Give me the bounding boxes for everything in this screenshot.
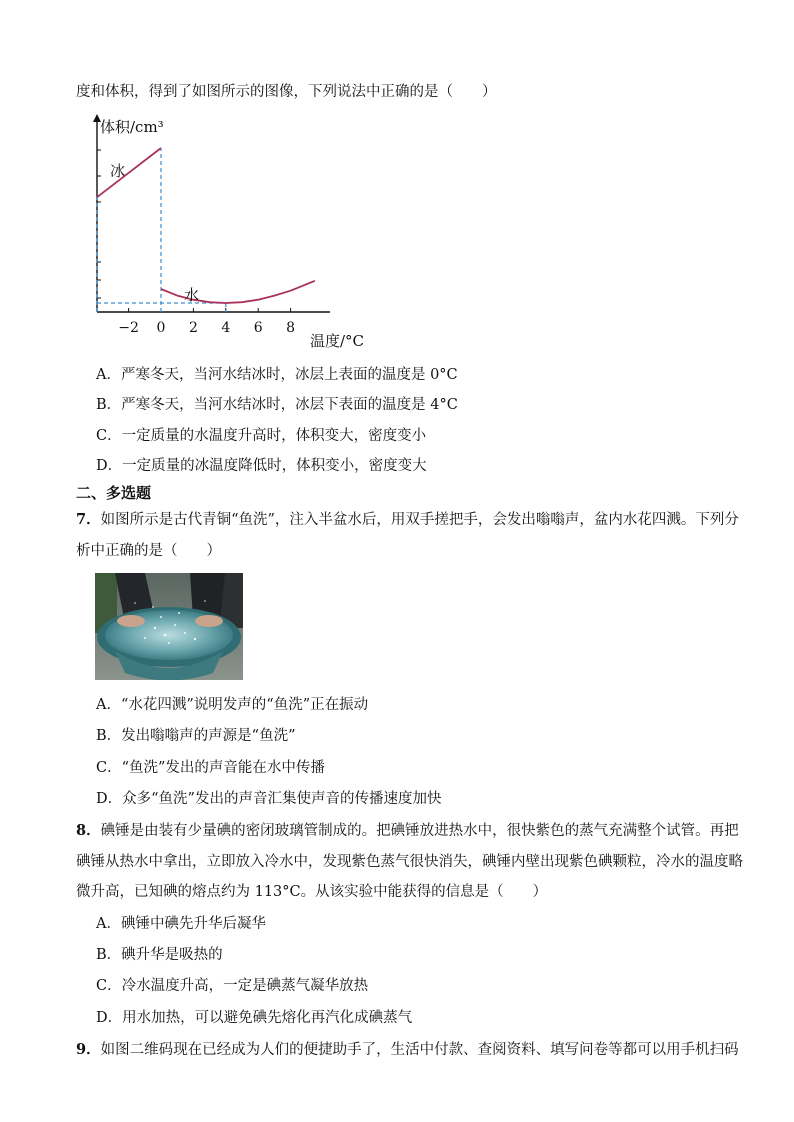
q9-stem-line1 [76, 1040, 739, 1060]
ice-water-volume-chart [80, 110, 380, 355]
q8-text-1: 碘锤是由装有少量碘的密闭玻璃管制成的。把碘锤放进热水中，很快紫色的蒸气充满整个试管。再把 [100, 823, 739, 839]
q8-stem-line3: 微升高，已知碘的熔点约为 113°C。从该实验中能获得的信息是（ ） [76, 884, 548, 900]
q7-number: 7． [76, 511, 101, 528]
x-tick-label-2: 2 [188, 320, 198, 336]
q8-stem-line2: 碘锤从热水中拿出，立即放入冷水中，发现紫色蒸气很快消失，碘锤内壁出现紫色碘颗粒，冷水的温度略 [76, 854, 743, 870]
q6-option-b[interactable]: B．严寒冬天，当河水结冰时，冰层下表面的温度是 4°C [96, 397, 458, 413]
q8-option-c[interactable]: C．冷水温度升高，一定是碘蒸气凝华放热 [96, 978, 369, 994]
q9-text-1: 如图二维码现在已经成为人们的便捷助手了，生活中付款、查阅资料、填写问卷等都可以用手机扫码 [100, 1042, 739, 1058]
series-label-ice: 冰 [110, 162, 126, 180]
q8-option-d[interactable]: D．用水加热，可以避免碘先熔化再汽化成碘蒸气 [96, 1010, 413, 1026]
chart-series [97, 148, 315, 303]
question6-stem-end: 度和体积，得到了如图所示的图像，下列说法中正确的是（ ） [76, 84, 497, 100]
q9-number: 9． [76, 1041, 101, 1058]
q8-stem-line1 [76, 821, 739, 841]
q6-option-d[interactable]: D．一定质量的冰温度降低时，体积变小，密度变大 [96, 458, 427, 474]
section-title: 二、多选题 [76, 484, 152, 502]
y-axis-label: 体积/cm³ [100, 118, 164, 136]
q8-option-b[interactable]: B．碘升华是吸热的 [96, 947, 223, 963]
q7-option-d[interactable]: D．众多“鱼洗”发出的声音汇集使声音的传播速度加快 [96, 791, 442, 807]
x-tick-label-0: −2 [118, 320, 139, 336]
x-tick-label-1: 0 [156, 320, 166, 336]
bronze-basin-photo [95, 573, 243, 680]
chart-axes [93, 114, 330, 312]
q7-stem-line1 [76, 510, 739, 530]
q8-option-a[interactable]: A．碘锤中碘先升华后凝华 [96, 916, 266, 932]
x-tick-label-4: 6 [253, 320, 263, 336]
q7-stem-line2: 析中正确的是（ ） [76, 543, 221, 559]
q7-text-1: 如图所示是古代青铜“鱼洗”，注入半盆水后，用双手搓把手，会发出嗡嗡声，盆内水花四溅。下列分 [100, 512, 739, 528]
q6-option-c[interactable]: C．一定质量的水温度升高时，体积变大，密度变小 [96, 428, 427, 444]
q8-number: 8． [76, 822, 101, 839]
q7-option-b[interactable]: B．发出嗡嗡声的声源是“鱼洗” [96, 728, 296, 744]
q6-option-a[interactable]: A．严寒冬天，当河水结冰时，冰层上表面的温度是 0°C [96, 367, 458, 383]
chart-ticks [97, 150, 295, 336]
series-label-water: 水 [184, 286, 200, 304]
series-ice-line [97, 148, 161, 197]
x-tick-label-3: 4 [221, 320, 231, 336]
q7-option-a[interactable]: A．“水花四溅”说明发声的“鱼洗”正在振动 [96, 697, 369, 713]
x-tick-label-5: 8 [286, 320, 296, 336]
q7-option-c[interactable]: C．“鱼洗”发出的声音能在水中传播 [96, 760, 325, 776]
x-axis-label: 温度/°C [310, 332, 365, 350]
